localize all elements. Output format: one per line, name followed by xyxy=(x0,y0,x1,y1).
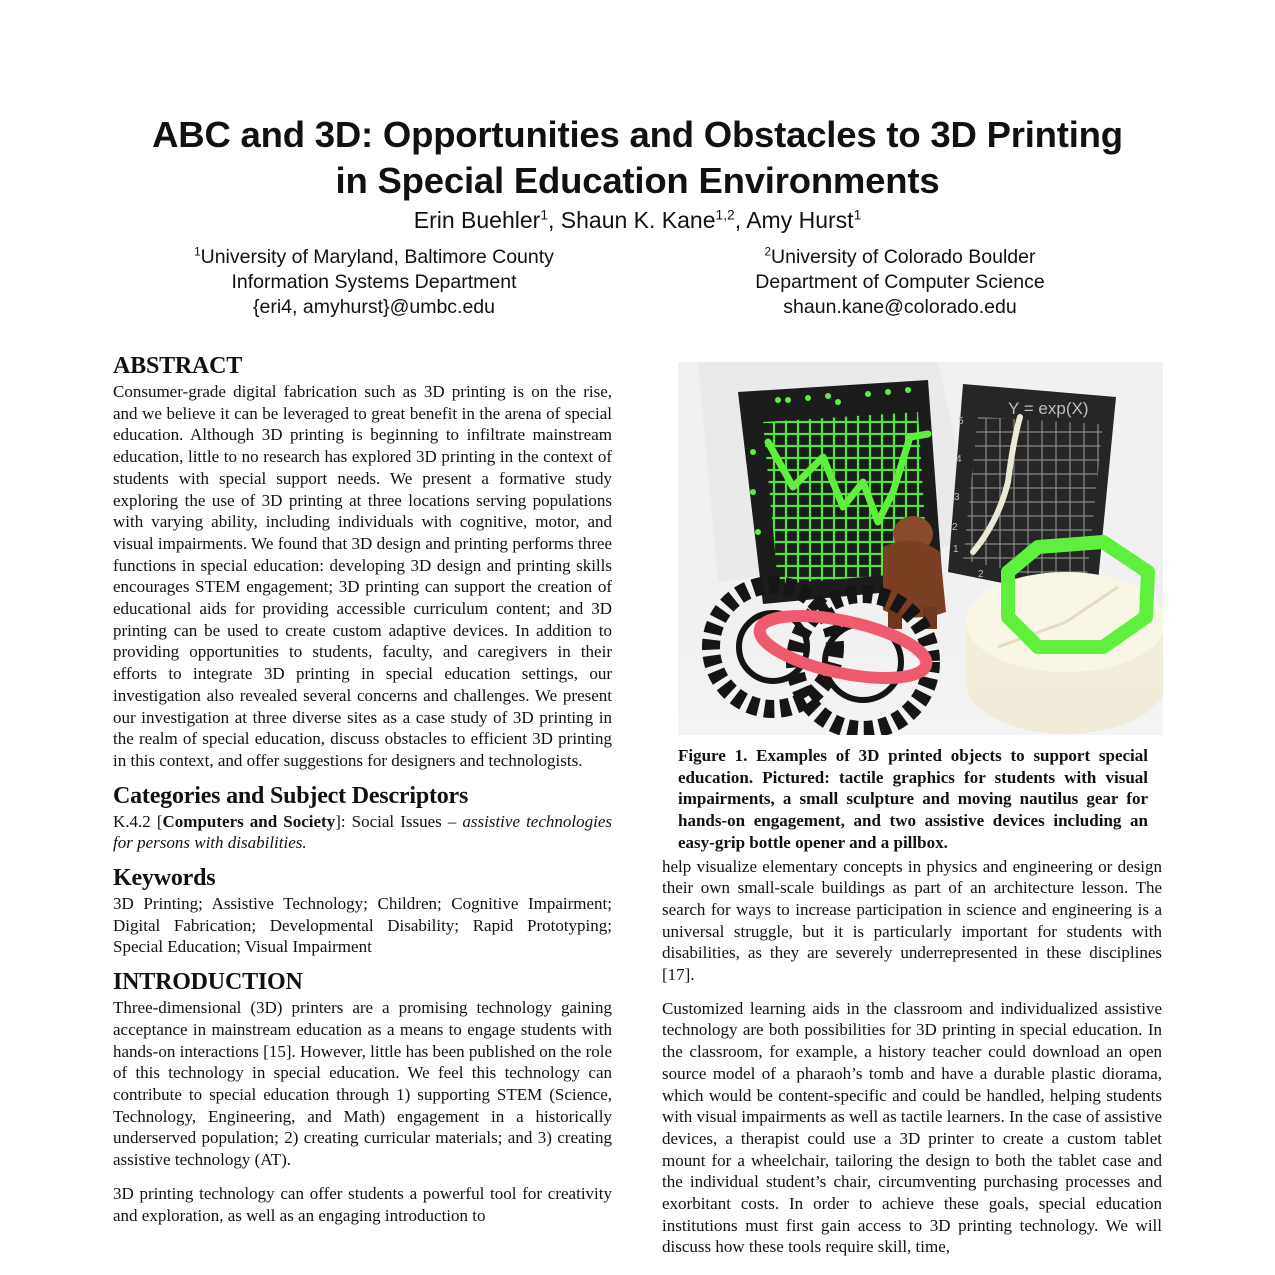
title-line-2: in Special Education Environments xyxy=(335,160,940,201)
acm-category: Computers and Society xyxy=(162,811,336,831)
affiliation-institution: University of Maryland, Baltimore County xyxy=(200,246,554,268)
axis-tick: 5 xyxy=(958,416,964,427)
author-separator: , xyxy=(734,207,747,233)
author-name: Erin Buehler xyxy=(413,207,541,233)
figure-illustration xyxy=(678,362,1163,735)
acm-code: K.4.2 [ xyxy=(113,811,163,831)
author-list xyxy=(0,205,1275,235)
acm-descriptor: assistive technologies for persons with disabilities. xyxy=(113,811,612,853)
graph-label: Y = exp(X) xyxy=(1008,399,1089,418)
title-line-1: ABC and 3D: Opportunities and Obstacles to 3D Printing xyxy=(152,114,1123,155)
figure-1-photo xyxy=(678,362,1163,735)
introduction-heading: INTRODUCTION xyxy=(113,969,303,996)
keywords-text: 3D Printing; Assistive Technology; Children; Cognitive Impairment; Digital Fabrication; Developmental Disability; Rapid Prototyping; Special Education; Visual Impairment xyxy=(113,894,612,957)
categories-text xyxy=(113,811,612,854)
figure-1-caption: Figure 1. Examples of 3D printed objects to support special education. Pictured: tactile graphics for students with visual impairments, a small sculpture and moving nautilus gear for hands-on engagement, and two assistive devices including an easy-grip bottle opener and a pillbox. xyxy=(678,746,1148,852)
introduction-paragraph: 3D printing technology can offer students a powerful tool for creativity and exploration, as well as an engaging introduction to xyxy=(113,1183,612,1225)
author-affiliation-mark: 1 xyxy=(540,207,548,223)
axis-tick: 4 xyxy=(956,454,962,465)
introduction-paragraph: Three-dimensional (3D) printers are a promising technology gaining acceptance in mainstream education as a means to engage students with hands-on interactions [15]. However, little has been published on the role of this technology in special education. We feel this technology can contribute to special education through 1) supporting STEM (Science, Technology, Engineering, and Math) engagement in a historically underserved population; 2) creating curricular materials; and 3) creating assistive technology (AT). xyxy=(113,998,612,1170)
categories-heading: Categories and Subject Descriptors xyxy=(113,782,469,809)
axis-tick: 2 xyxy=(952,522,958,533)
left-column xyxy=(113,352,612,1226)
affiliation-email: shaun.kane@colorado.edu xyxy=(783,296,1017,318)
tactile-graph-exp xyxy=(948,384,1116,602)
author-separator: , xyxy=(548,207,561,233)
axis-tick: 3 xyxy=(954,492,960,503)
affiliation-colorado xyxy=(640,245,1160,320)
keywords-heading: Keywords xyxy=(113,865,216,892)
affiliation-department: Department of Computer Science xyxy=(755,271,1045,293)
abstract-text: Consumer-grade digital fabrication such as 3D printing is on the rise, and we believe it can be leveraged to great benefit in the arena of special education. Although 3D printing is beginning to infiltrate mainstream education, little to no research has explored 3D printing in the context of students with special support needs. We present a formative study exploring the use of 3D printing at three locations serving populations with varying ability, including individuals with cognitive, motor, and visual impairments. We found that 3D design and printing performs three functions in special education: developing 3D design and printing skills encourages STEM engagement; 3D printing can support the creation of educational aids for providing accessible curriculum content; and 3D printing can be used to create custom adaptive devices. In addition to providing opportunities to students, faculty, and caregivers in their efforts to integrate 3D printing in special education settings, our investigation also revealed several concerns and challenges. We present our investigation at three diverse sites as a case study of 3D printing in the realm of special education, discuss obstacles to efficient 3D printing in this context, and offer suggestions for designers and technologists. xyxy=(113,382,612,770)
author-affiliation-mark: 1 xyxy=(853,207,862,223)
author-affiliation-mark: 1,2 xyxy=(715,207,735,223)
author-name: Amy Hurst xyxy=(746,207,854,233)
body-paragraph: help visualize elementary concepts in physics and engineering or design their own small-scale buildings as part of an architecture lesson. The search for ways to increase participation in science and engineering is a universal struggle, but it is particularly important for students with disabilities, as they are severely underrepresented in these disciplines [17]. xyxy=(662,856,1162,985)
affiliation-email: {eri4, amyhurst}@umbc.edu xyxy=(253,296,495,318)
acm-subcategory: ]: Social Issues – xyxy=(335,811,463,831)
affiliation-umbc xyxy=(114,245,634,320)
author-name: Shaun K. Kane xyxy=(560,207,716,233)
affiliation-department: Information Systems Department xyxy=(231,271,517,293)
right-column xyxy=(662,362,1162,1258)
paper-title xyxy=(0,112,1275,204)
body-paragraph: Customized learning aids in the classroom and individualized assistive technology are both possibilities for 3D printing in special education. In the classroom, for example, a history teacher could download an open source model of a pharaoh’s tomb and have a durable plastic diorama, which would be content-specific and could be handled, helping students with visual impairments as well as tactile learners. In the case of assistive devices, a therapist could use a 3D printer to create a custom tablet mount for a wheelchair, tailoring the design to both the tablet case and the individual student’s chair, circumventing purchasing processes and exorbitant costs. In order to achieve these goals, special education institutions must first gain access to 3D printing technology. We will discuss how these tools require skill, time, xyxy=(662,998,1162,1257)
abstract-heading: ABSTRACT xyxy=(113,353,243,379)
affiliation-institution: University of Colorado Boulder xyxy=(771,246,1036,268)
axis-tick: 2 xyxy=(978,569,984,580)
axis-tick: 1 xyxy=(953,544,959,555)
affiliation-mark: 1 xyxy=(194,245,201,259)
affiliation-mark: 2 xyxy=(764,245,772,259)
